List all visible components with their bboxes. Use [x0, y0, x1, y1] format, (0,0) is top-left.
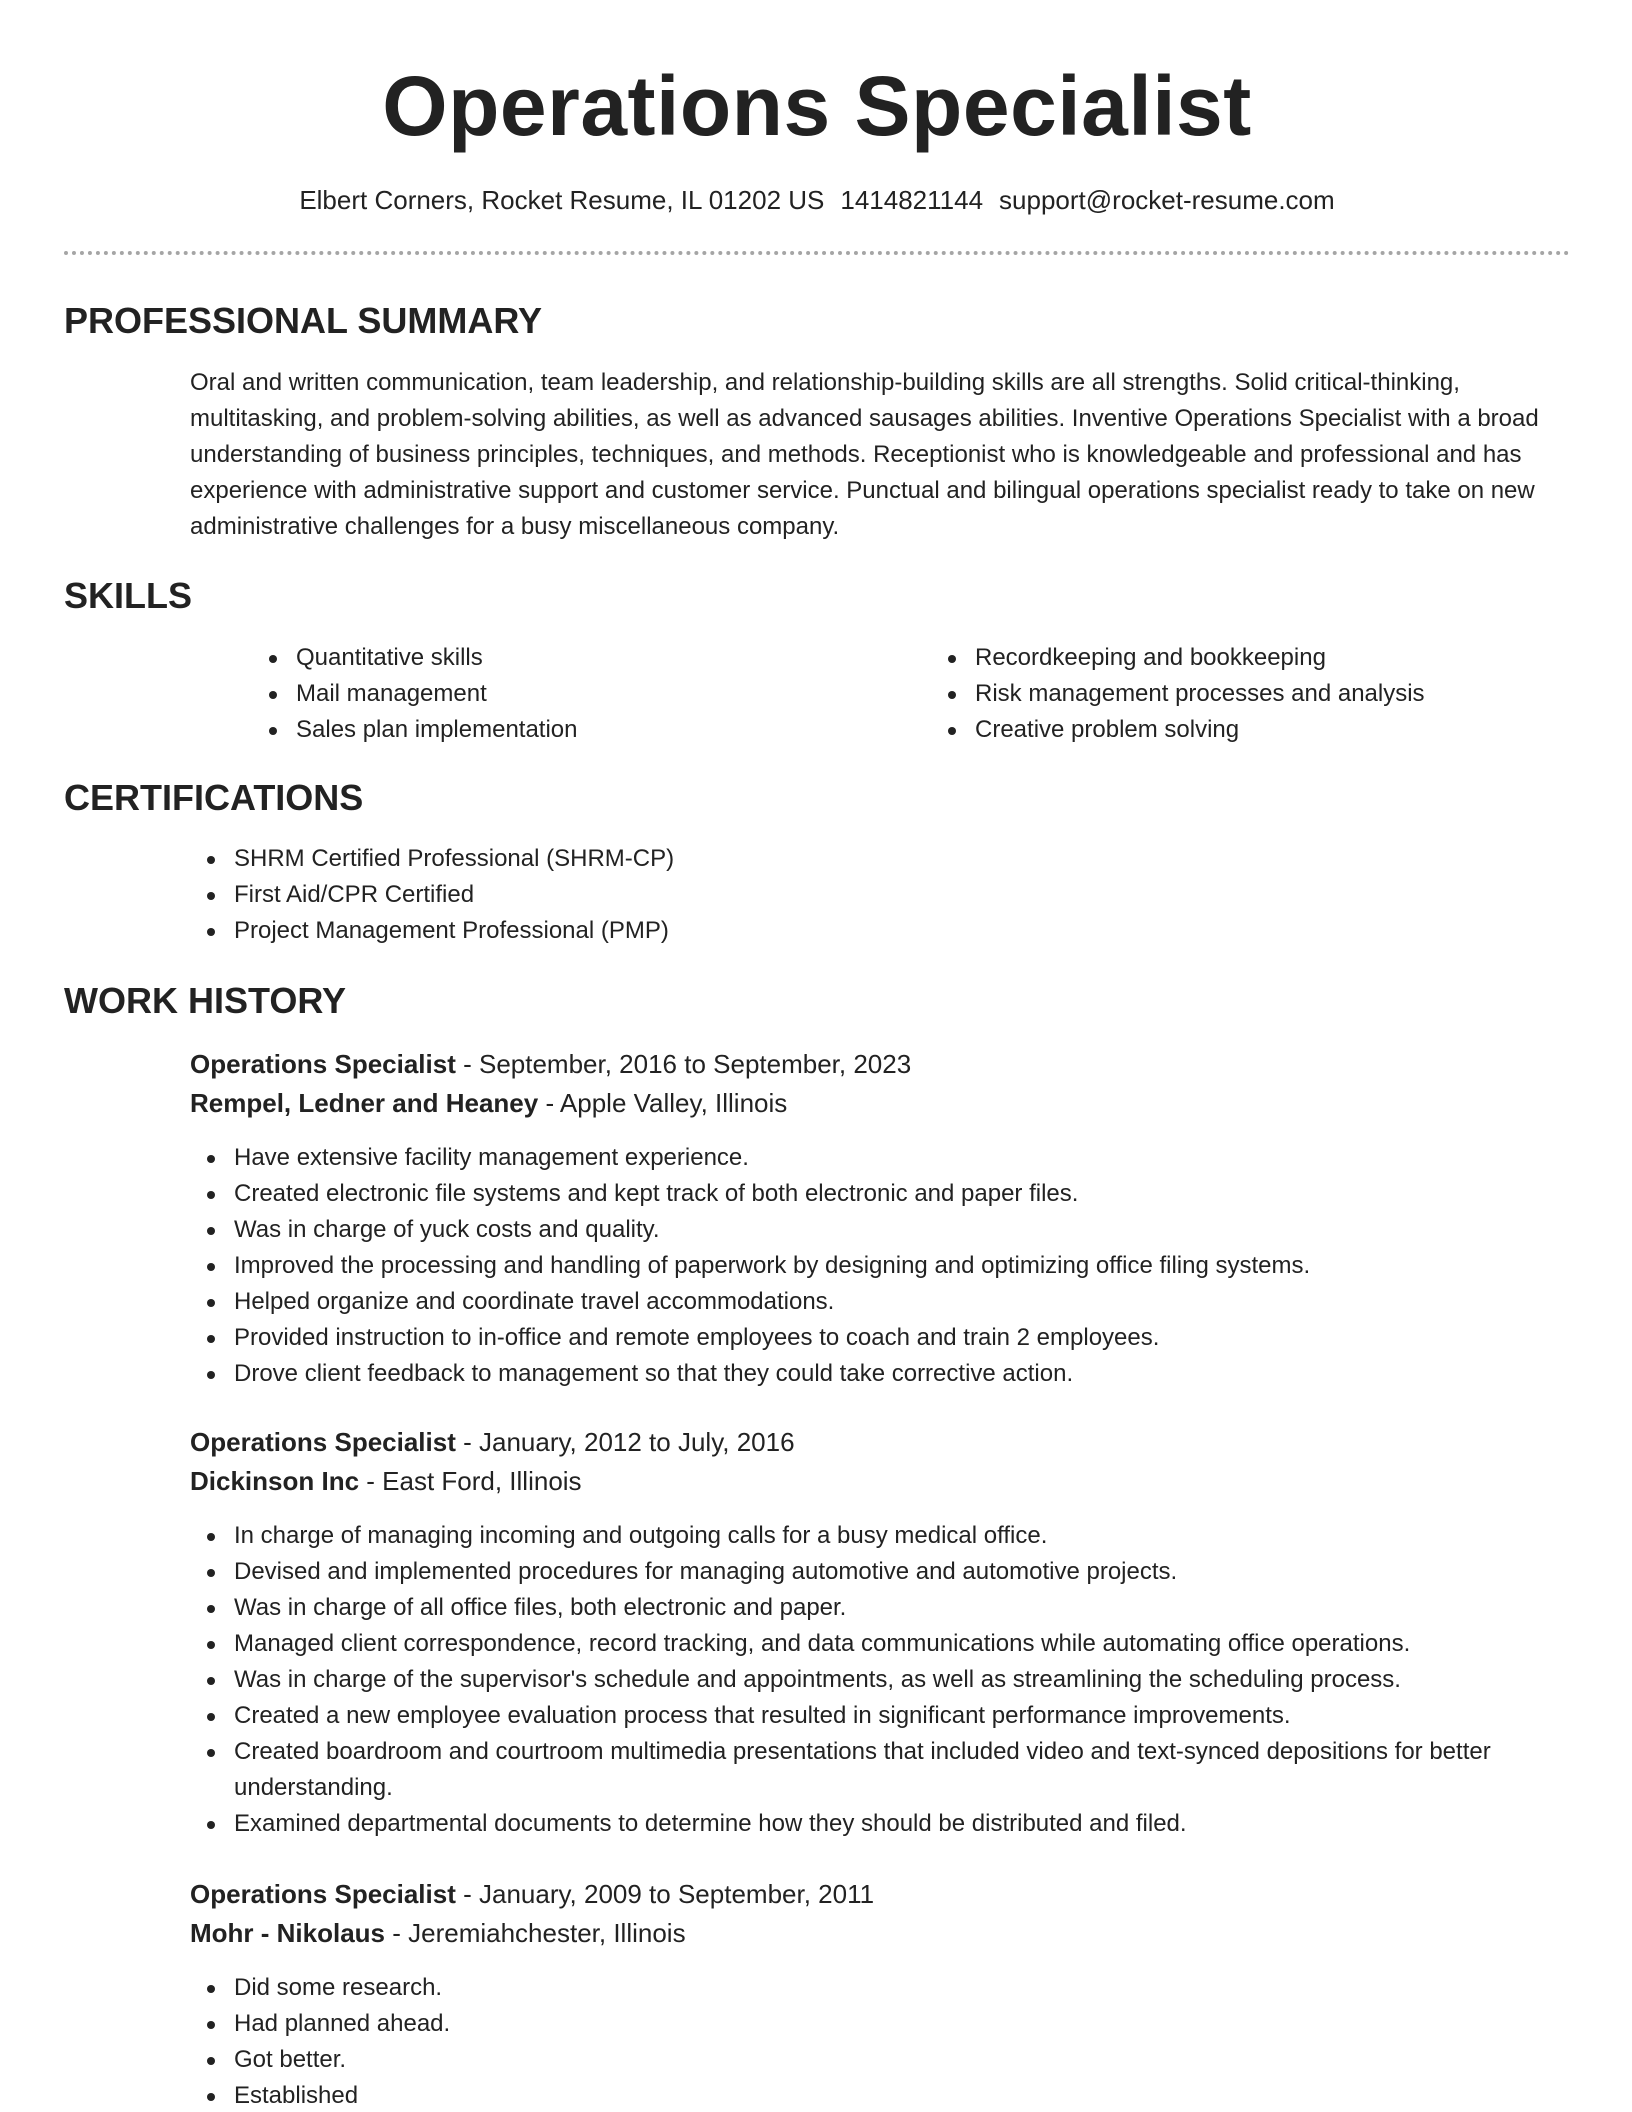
job-title-line [190, 1874, 874, 1914]
job-company: Rempel, Ledner and Heaney [190, 1088, 539, 1118]
certification-item: SHRM Certified Professional (SHRM-CP) [190, 841, 1570, 877]
summary-heading: PROFESSIONAL SUMMARY [64, 300, 543, 341]
skill-item: Recordkeeping and bookkeeping [931, 640, 1551, 676]
certifications-heading: CERTIFICATIONS [64, 777, 364, 818]
job-duty-item: Devised and implemented procedures for managing automotive and automotive projects. [190, 1554, 1570, 1590]
job-duty-item: Managed client correspondence, record tracking, and data communications while automating office operations. [190, 1626, 1570, 1662]
job-duty-item: Helped organize and coordinate travel accommodations. [190, 1284, 1570, 1320]
job-duty-item: Examined departmental documents to determine how they should be distributed and filed. [190, 1806, 1570, 1842]
job-duty-item: Was in charge of the supervisor's schedule and appointments, as well as streamlining the scheduling process. [190, 1662, 1570, 1698]
skills-heading: SKILLS [64, 575, 193, 616]
job-duty-item: Had planned ahead. [190, 2006, 1570, 2042]
job-title-line [190, 1422, 795, 1462]
skills-list-left [252, 640, 852, 748]
job-duty-item: Was in charge of yuck costs and quality. [190, 1212, 1570, 1248]
contact-phone: 1414821144 [840, 185, 984, 215]
job-company-line [190, 1913, 686, 1953]
job-dates: - September, 2016 to September, 2023 [455, 1049, 912, 1079]
job-duty-item: Established [190, 2078, 1570, 2112]
skills-list-right [931, 640, 1551, 748]
job-duty-item: Created a new employee evaluation process that resulted in significant performance improvements. [190, 1698, 1570, 1734]
job-location: - Apple Valley, Illinois [538, 1088, 788, 1118]
job-company: Mohr - Nikolaus [190, 1918, 386, 1948]
contact-address: Elbert Corners, Rocket Resume, IL 01202 US [299, 185, 825, 215]
job-dates: - January, 2009 to September, 2011 [455, 1879, 875, 1909]
job-duty-item: Was in charge of all office files, both electronic and paper. [190, 1590, 1570, 1626]
job-location: - East Ford, Illinois [359, 1466, 582, 1496]
work-history-heading: WORK HISTORY [64, 980, 347, 1021]
job-duty-item: Provided instruction to in-office and remote employees to coach and train 2 employees. [190, 1320, 1570, 1356]
job-company-line [190, 1461, 582, 1501]
resume-page [64, 0, 1570, 2112]
job-duty-item: In charge of managing incoming and outgoing calls for a busy medical office. [190, 1518, 1570, 1554]
job-duties-list [190, 1518, 1570, 1842]
job-duty-item: Drove client feedback to management so that they could take corrective action. [190, 1356, 1570, 1392]
skill-item: Sales plan implementation [252, 712, 852, 748]
summary-text: Oral and written communication, team leadership, and relationship-building skills are all strengths. Solid critical-thinking, multitasking, and problem-solving abilities, as well as advanced sausages abilities. Inventive Operations Specialist with a broad understanding of business principles, techniques, and methods. Receptionist who is knowledgeable and professional and has experience with administrative support and customer service. Punctual and bilingual operations specialist ready to take on new administrative challenges for a busy miscellaneous company. [190, 369, 1539, 540]
job-duty-item: Did some research. [190, 1970, 1570, 2006]
job-duty-item: Got better. [190, 2042, 1570, 2078]
job-company-line [190, 1083, 787, 1123]
contact-line [64, 182, 1570, 218]
job-company: Dickinson Inc [190, 1466, 360, 1496]
job-role: Operations Specialist [190, 1427, 456, 1457]
job-title-line [190, 1044, 911, 1084]
header-divider [64, 251, 1570, 255]
job-dates: - January, 2012 to July, 2016 [455, 1427, 795, 1457]
job-duty-item: Created boardroom and courtroom multimedia presentations that included video and text-synced depositions for better understanding. [190, 1734, 1570, 1806]
skill-item: Risk management processes and analysis [931, 676, 1551, 712]
job-location: - Jeremiahchester, Illinois [385, 1918, 686, 1948]
skill-item: Mail management [252, 676, 852, 712]
job-duties-list [190, 1140, 1570, 1392]
job-role: Operations Specialist [190, 1049, 456, 1079]
job-duty-item: Created electronic file systems and kept track of both electronic and paper files. [190, 1176, 1570, 1212]
contact-email: support@rocket-resume.com [999, 185, 1335, 215]
job-role: Operations Specialist [190, 1879, 456, 1909]
job-duty-item: Improved the processing and handling of paperwork by designing and optimizing office filing systems. [190, 1248, 1570, 1284]
job-duty-item: Have extensive facility management experience. [190, 1140, 1570, 1176]
certification-item: Project Management Professional (PMP) [190, 913, 1570, 949]
job-duties-list [190, 1970, 1570, 2112]
resume-name: Operations Specialist [382, 59, 1252, 153]
skill-item: Quantitative skills [252, 640, 852, 676]
certification-item: First Aid/CPR Certified [190, 877, 1570, 913]
skill-item: Creative problem solving [931, 712, 1551, 748]
certifications-list [190, 841, 1570, 949]
